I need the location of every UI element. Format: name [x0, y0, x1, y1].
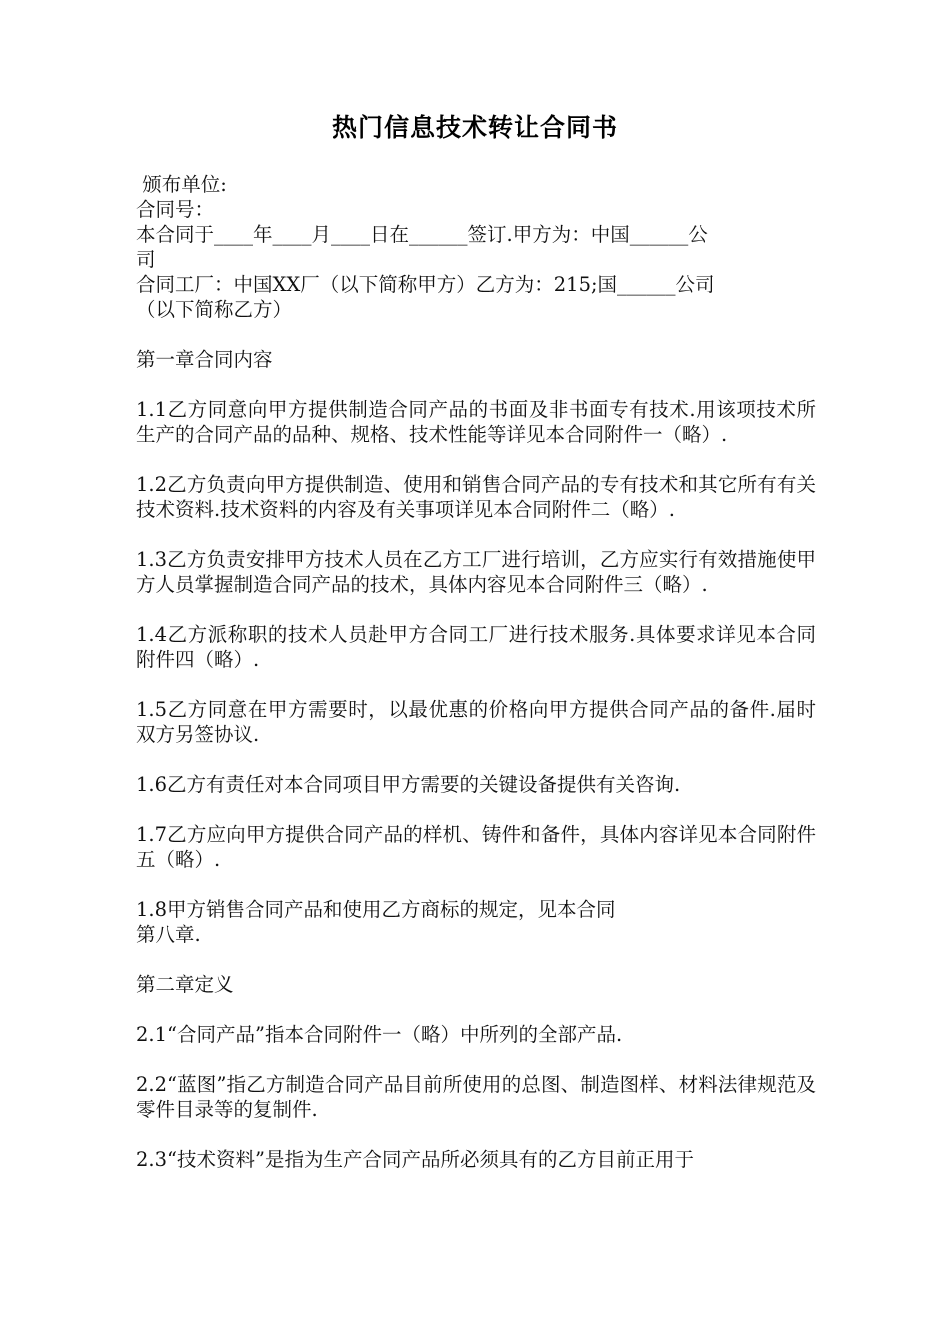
signing-line: 本合同于____年____月____日在______签订.甲方为：中国______公: [136, 223, 708, 246]
clause-2-3: 2.3“技术资料”是指为生产合同产品所必须具有的乙方目前正用于: [136, 1148, 694, 1171]
chapter-heading: 第二章定义: [136, 973, 234, 996]
clause-1-8-continued: 第八章.: [136, 923, 201, 946]
factory-line-continued: （以下简称乙方）: [136, 298, 293, 321]
clause-1-7: 1.7乙方应向甲方提供合同产品的样机、铸件和备件，具体内容详见本合同附件五（略）.: [136, 823, 816, 871]
clause-2-1: 2.1“合同产品”指本合同附件一（略）中所列的全部产品.: [136, 1023, 623, 1046]
spacer: [136, 522, 816, 547]
spacer: [136, 447, 816, 472]
contract-number-line: 合同号：: [136, 198, 215, 221]
spacer: [136, 322, 816, 347]
clause-1-8: 1.8甲方销售合同产品和使用乙方商标的规定，见本合同: [136, 898, 616, 921]
clause-1-4: 1.4乙方派称职的技术人员赴甲方合同工厂进行技术服务.具体要求详见本合同附件四（略）.: [136, 623, 816, 671]
spacer: [136, 672, 816, 697]
clause-1-2: 1.2乙方负责向甲方提供制造、使用和销售合同产品的专有技术和其它所有有关技术资料.技术资料的内容及有关事项详见本合同附件二（略）.: [136, 473, 816, 521]
spacer: [136, 947, 816, 972]
spacer: [136, 597, 816, 622]
spacer: [136, 1047, 816, 1072]
chapter-heading: 第一章合同内容: [136, 348, 273, 371]
spacer: [136, 997, 816, 1022]
clause-1-1: 1.1乙方同意向甲方提供制造合同产品的书面及非书面专有技术.用该项技术所生产的合同产品的品种、规格、技术性能等详见本合同附件一（略）.: [136, 398, 816, 446]
issuer-line: 颁布单位:: [136, 173, 227, 196]
factory-line: 合同工厂：中国XX厂（以下简称甲方）乙方为：215;国______公司: [136, 273, 715, 296]
document-title: 热门信息技术转让合同书: [331, 113, 618, 142]
document-body: [136, 172, 816, 1172]
spacer: [136, 797, 816, 822]
spacer: [136, 1122, 816, 1147]
clause-1-6: 1.6乙方有责任对本合同项目甲方需要的关键设备提供有关咨询.: [136, 773, 681, 796]
signing-line-continued: 司: [136, 248, 156, 271]
spacer: [136, 747, 816, 772]
clause-1-5: 1.5乙方同意在甲方需要时，以最优惠的价格向甲方提供合同产品的备件.届时双方另签协议.: [136, 698, 816, 746]
spacer: [136, 872, 816, 897]
clause-2-2: 2.2“蓝图”指乙方制造合同产品目前所使用的总图、制造图样、材料法律规范及零件目录等的复制件.: [136, 1073, 816, 1121]
clause-1-3: 1.3乙方负责安排甲方技术人员在乙方工厂进行培训，乙方应实行有效措施使甲方人员掌握制造合同产品的技术，具体内容见本合同附件三（略）.: [136, 548, 816, 596]
spacer: [136, 372, 816, 397]
